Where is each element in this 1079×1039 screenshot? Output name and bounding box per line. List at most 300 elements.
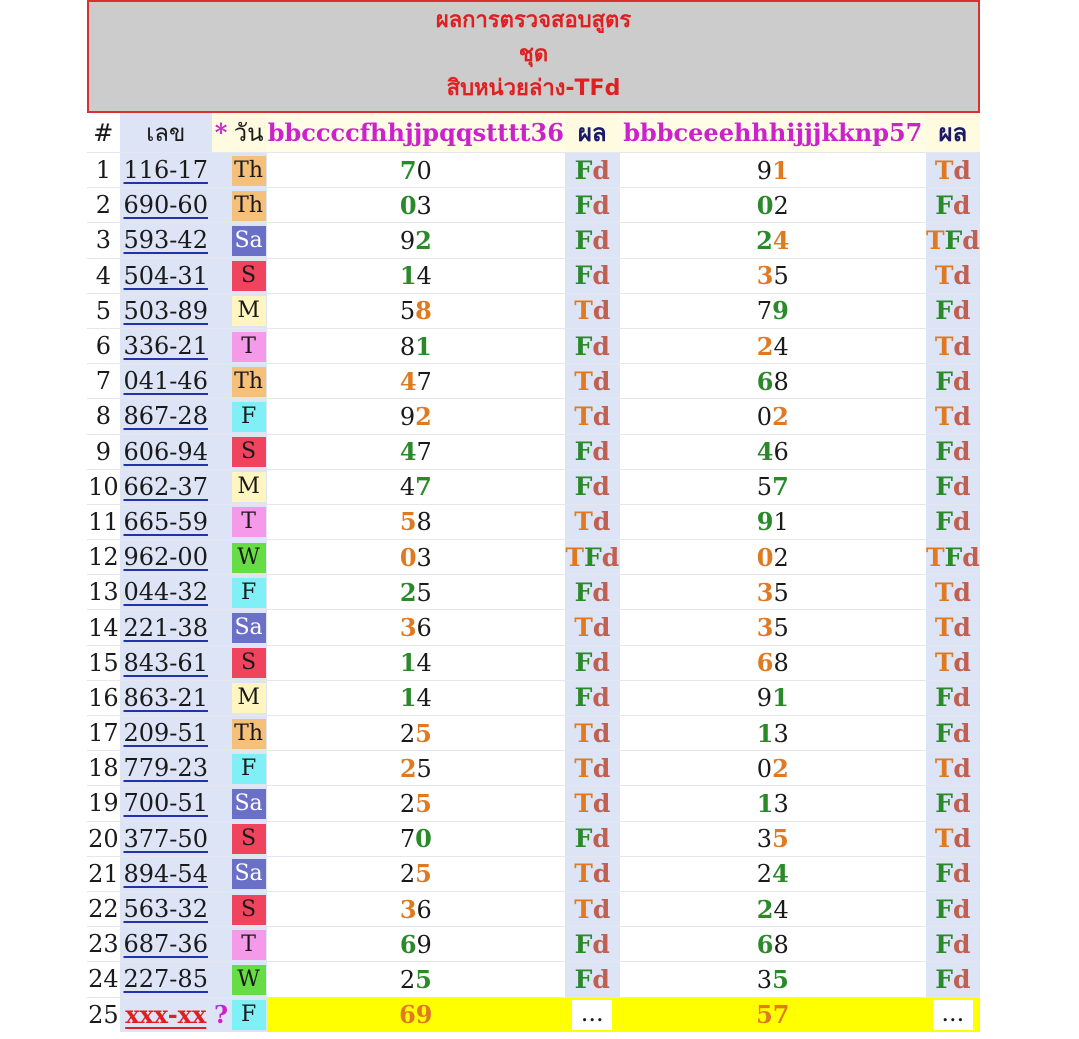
formula-value: 13 <box>756 788 789 818</box>
day-badge: T <box>232 507 266 537</box>
result1-cell <box>565 504 620 539</box>
formula2-value <box>620 258 926 293</box>
formula-value: 02 <box>756 190 789 220</box>
row-index: 4 <box>87 258 120 293</box>
formula-value: 02 <box>756 753 789 783</box>
formula2-value <box>620 223 926 258</box>
number-link[interactable]: 863-21 <box>123 683 208 712</box>
table-row <box>87 504 980 539</box>
star-cell <box>212 258 230 293</box>
row-index: 13 <box>87 575 120 610</box>
result-code: Fd <box>935 788 971 818</box>
result-code: Td <box>934 155 971 185</box>
table-row <box>87 364 980 399</box>
result-code: Fd <box>574 225 610 255</box>
result2-cell <box>926 610 980 645</box>
day-cell <box>230 786 267 821</box>
number-cell <box>120 891 212 926</box>
formula1-value <box>267 680 565 715</box>
star-cell <box>212 575 230 610</box>
number-cell <box>120 751 212 786</box>
formula2-value <box>620 680 926 715</box>
formula-value: 25 <box>399 788 432 818</box>
number-cell <box>120 293 212 328</box>
row-index: 17 <box>87 716 120 751</box>
row-index: 12 <box>87 540 120 575</box>
result-code: Td <box>574 613 611 643</box>
col-day-header: วัน <box>230 113 267 153</box>
number-cell <box>120 153 212 188</box>
star-cell <box>212 751 230 786</box>
formula2-value <box>620 821 926 856</box>
star-cell <box>212 540 230 575</box>
star-cell <box>212 856 230 891</box>
result1-cell <box>565 188 620 223</box>
result2-cell <box>926 856 980 891</box>
day-badge: Th <box>232 367 266 397</box>
table-row <box>87 328 980 363</box>
result1-cell <box>565 751 620 786</box>
result2-cell <box>926 293 980 328</box>
number-link[interactable]: 377-50 <box>123 824 208 853</box>
result2-cell <box>926 540 980 575</box>
formula1-value <box>267 469 565 504</box>
number-link[interactable]: 894-54 <box>123 859 208 888</box>
number-cell <box>120 575 212 610</box>
formula-value: 25 <box>399 859 432 889</box>
formula1-value <box>267 716 565 751</box>
day-cell <box>230 680 267 715</box>
formula2-value <box>620 540 926 575</box>
result-code: Td <box>934 577 971 607</box>
formula-value: 35 <box>756 824 789 854</box>
formula1-value <box>267 891 565 926</box>
result-code: Fd <box>935 964 971 994</box>
result-code: Fd <box>574 929 610 959</box>
number-link[interactable]: 504-31 <box>123 261 208 290</box>
star-cell <box>212 328 230 363</box>
table-row <box>87 540 980 575</box>
result-code: Fd <box>574 683 610 713</box>
formula2-value <box>620 610 926 645</box>
row-index: 24 <box>87 962 120 997</box>
day-cell <box>230 153 267 188</box>
day-badge: F <box>232 402 266 432</box>
number-cell <box>120 610 212 645</box>
result-code: TFd <box>925 225 980 255</box>
day-cell <box>230 927 267 962</box>
row-index: 11 <box>87 504 120 539</box>
result2-cell <box>926 434 980 469</box>
result-code: Fd <box>935 894 971 924</box>
formula2-value <box>620 575 926 610</box>
star-cell <box>212 962 230 997</box>
formula-value: 24 <box>756 331 789 361</box>
star-cell <box>212 645 230 680</box>
star-cell <box>212 821 230 856</box>
day-cell <box>230 962 267 997</box>
day-cell <box>230 716 267 751</box>
result1-cell <box>565 856 620 891</box>
number-link[interactable]: 227-85 <box>123 965 208 994</box>
formula1-value <box>267 540 565 575</box>
result-code: Td <box>934 613 971 643</box>
day-cell <box>230 610 267 645</box>
day-badge: Th <box>232 191 266 221</box>
row-index: 14 <box>87 610 120 645</box>
formula2-value <box>620 716 926 751</box>
day-badge: M <box>232 296 266 326</box>
result-code: Fd <box>935 437 971 467</box>
star-cell <box>212 153 230 188</box>
number-cell <box>120 856 212 891</box>
formula-value: 68 <box>756 929 789 959</box>
number-cell <box>120 399 212 434</box>
number-link[interactable]: 044-32 <box>123 578 208 607</box>
formula-value: 58 <box>399 296 432 326</box>
formula2-value <box>620 293 926 328</box>
number-cell <box>120 223 212 258</box>
result2-cell <box>926 469 980 504</box>
formula1-value <box>267 364 565 399</box>
day-badge: T <box>232 332 266 362</box>
formula-value: 35 <box>756 613 789 643</box>
star-cell <box>212 434 230 469</box>
day-cell <box>230 258 267 293</box>
number-link[interactable]: 687-36 <box>123 930 208 959</box>
row-index: 9 <box>87 434 120 469</box>
result-code: Td <box>934 261 971 291</box>
result1-pending: ... <box>565 997 620 1032</box>
row-index: 20 <box>87 821 120 856</box>
formula2-value <box>620 399 926 434</box>
formula2-value <box>620 364 926 399</box>
formula2-value <box>620 153 926 188</box>
day-badge: S <box>232 648 266 678</box>
star-cell <box>212 293 230 328</box>
table-row <box>87 891 980 926</box>
formula-value: 25 <box>399 577 432 607</box>
col-number-header: เลข <box>120 113 212 153</box>
col-formula1-header: bbccccfhhjjpqqstttt36 <box>267 113 565 153</box>
result2-cell <box>926 223 980 258</box>
table-row <box>87 786 980 821</box>
formula-value: 79 <box>756 296 789 326</box>
result-code: Fd <box>935 472 971 502</box>
formula-value: 35 <box>756 577 789 607</box>
result1-cell <box>565 610 620 645</box>
formula-value: 92 <box>399 225 432 255</box>
formula-value: 47 <box>399 472 432 502</box>
result-code: Td <box>574 718 611 748</box>
result1-cell <box>565 716 620 751</box>
formula-value: 68 <box>756 648 789 678</box>
formula2-value <box>620 962 926 997</box>
formula-value: 14 <box>399 261 432 291</box>
result-code: Td <box>934 753 971 783</box>
number-cell <box>120 469 212 504</box>
result-code: Fd <box>935 366 971 396</box>
table-row <box>87 399 980 434</box>
formula-value: 03 <box>399 190 432 220</box>
formula-value: 46 <box>756 437 789 467</box>
formula-value: 14 <box>399 683 432 713</box>
row-index: 2 <box>87 188 120 223</box>
result2-cell <box>926 399 980 434</box>
formula-value: 25 <box>399 753 432 783</box>
star-cell <box>212 504 230 539</box>
formula-value: 25 <box>399 718 432 748</box>
col-result2-header: ผล <box>926 113 980 153</box>
star-cell <box>212 927 230 962</box>
results-panel <box>87 0 980 1032</box>
formula1-value <box>267 927 565 962</box>
title-line-2: ชุด <box>518 42 549 67</box>
result-code: Td <box>574 788 611 818</box>
row-index: 22 <box>87 891 120 926</box>
formula2-value <box>620 891 926 926</box>
formula2-value <box>620 751 926 786</box>
day-badge: W <box>232 965 266 995</box>
table-row <box>87 153 980 188</box>
result-code: Td <box>934 648 971 678</box>
title-box <box>87 0 980 113</box>
pending-number[interactable]: xxx-xx <box>125 1000 207 1030</box>
result-code: Td <box>934 824 971 854</box>
day-cell <box>230 821 267 856</box>
result-code: Td <box>574 507 611 537</box>
table-body <box>87 153 980 998</box>
result1-cell <box>565 891 620 926</box>
result-code: Fd <box>935 859 971 889</box>
number-link[interactable]: 662-37 <box>123 472 208 501</box>
result-code: Td <box>934 401 971 431</box>
result1-cell <box>565 293 620 328</box>
result-code: Fd <box>574 261 610 291</box>
number-cell <box>120 328 212 363</box>
result1-cell <box>565 962 620 997</box>
number-cell <box>120 258 212 293</box>
result2-cell <box>926 891 980 926</box>
formula1-value <box>267 575 565 610</box>
day-badge: F <box>232 1000 266 1030</box>
formula-value: 57 <box>756 472 789 502</box>
formula1-value <box>267 153 565 188</box>
number-link[interactable]: 209-51 <box>123 719 208 748</box>
number-link[interactable]: 221-38 <box>123 613 208 642</box>
result-code: Td <box>574 894 611 924</box>
formula-value: 70 <box>399 824 432 854</box>
result-code: Fd <box>935 507 971 537</box>
result1-cell <box>565 223 620 258</box>
formula-value: 36 <box>399 894 432 924</box>
star-cell <box>212 469 230 504</box>
number-link[interactable]: 690-60 <box>123 191 208 220</box>
result2-cell <box>926 927 980 962</box>
result1-cell <box>565 469 620 504</box>
result-code: Td <box>574 753 611 783</box>
formula2-value <box>620 188 926 223</box>
row-index: 16 <box>87 680 120 715</box>
number-link[interactable]: 563-32 <box>123 895 208 924</box>
day-badge: S <box>232 261 266 291</box>
result-code: TFd <box>565 542 620 572</box>
formula-value: 81 <box>399 331 432 361</box>
number-link[interactable]: 700-51 <box>123 789 208 818</box>
table-row <box>87 856 980 891</box>
result1-cell <box>565 434 620 469</box>
formula-value: 91 <box>756 507 789 537</box>
number-cell <box>120 364 212 399</box>
formula-value: 92 <box>399 401 432 431</box>
table-row <box>87 258 980 293</box>
result2-pending: ... <box>926 997 980 1032</box>
star-cell <box>212 223 230 258</box>
result1-cell <box>565 153 620 188</box>
table-row <box>87 293 980 328</box>
col-star-header: * <box>212 113 230 153</box>
formula-value: 91 <box>756 683 789 713</box>
number-link[interactable]: 606-94 <box>123 437 208 466</box>
star-cell <box>212 188 230 223</box>
formula-value: 24 <box>756 225 790 255</box>
formula1-value <box>267 223 565 258</box>
formula1-value <box>267 751 565 786</box>
number-link[interactable]: 779-23 <box>123 754 208 783</box>
result-code: Td <box>574 296 611 326</box>
formula1-value <box>267 504 565 539</box>
formula-value: 03 <box>399 542 432 572</box>
formula1-value <box>267 645 565 680</box>
col-result1-header: ผล <box>565 113 620 153</box>
day-badge: Sa <box>232 226 266 256</box>
number-cell <box>120 716 212 751</box>
table-row <box>87 188 980 223</box>
day-badge: Sa <box>232 859 266 889</box>
result2-cell <box>926 504 980 539</box>
star-cell <box>212 716 230 751</box>
number-cell <box>120 962 212 997</box>
result-code: Fd <box>935 190 971 220</box>
formula2-value <box>620 786 926 821</box>
result-code: Fd <box>935 683 971 713</box>
star-cell <box>212 786 230 821</box>
result-code: Td <box>574 366 611 396</box>
formula2-value <box>620 434 926 469</box>
row-index: 25 <box>87 997 120 1032</box>
number-link[interactable]: 962-00 <box>123 543 208 572</box>
day-cell <box>230 540 267 575</box>
row-index: 1 <box>87 153 120 188</box>
row-index: 23 <box>87 927 120 962</box>
formula1-value <box>267 821 565 856</box>
result-code: Fd <box>935 929 971 959</box>
number-cell <box>120 645 212 680</box>
day-badge: Th <box>232 719 266 749</box>
day-cell <box>230 997 267 1032</box>
result2-cell <box>926 821 980 856</box>
formula1-value <box>267 610 565 645</box>
star-cell <box>212 399 230 434</box>
result-code: Fd <box>935 718 971 748</box>
formula1-value <box>267 786 565 821</box>
result2-cell <box>926 962 980 997</box>
result-code: Fd <box>935 296 971 326</box>
result-code: Fd <box>574 437 610 467</box>
row-index: 18 <box>87 751 120 786</box>
result2-cell <box>926 328 980 363</box>
formula2-value <box>620 856 926 891</box>
day-cell <box>230 504 267 539</box>
day-badge: F <box>232 754 266 784</box>
col-index-header: # <box>87 113 120 153</box>
day-badge: Sa <box>232 789 266 819</box>
number-link[interactable]: 843-61 <box>123 648 208 677</box>
result1-cell <box>565 927 620 962</box>
table-row <box>87 610 980 645</box>
row-index: 3 <box>87 223 120 258</box>
number-link[interactable]: 593-42 <box>123 226 208 255</box>
result-code: Td <box>574 859 611 889</box>
result-code: Fd <box>574 190 610 220</box>
number-link[interactable]: 503-89 <box>123 296 208 325</box>
result1-cell <box>565 786 620 821</box>
table-row <box>87 962 980 997</box>
formula-value: 14 <box>399 648 432 678</box>
result2-cell <box>926 364 980 399</box>
results-table <box>87 113 980 1032</box>
result-code: Fd <box>574 577 610 607</box>
number-link[interactable] <box>120 997 212 1032</box>
star-cell <box>212 364 230 399</box>
number-cell <box>120 786 212 821</box>
row-index: 19 <box>87 786 120 821</box>
table-row <box>87 716 980 751</box>
formula-value: 70 <box>399 155 432 185</box>
result-code: Td <box>574 401 611 431</box>
formula1-value <box>267 188 565 223</box>
result1-cell <box>565 645 620 680</box>
number-link[interactable]: 336-21 <box>123 332 208 361</box>
day-cell <box>230 364 267 399</box>
formula1-value <box>267 434 565 469</box>
number-link[interactable]: 041-46 <box>123 367 208 396</box>
number-link[interactable]: 116-17 <box>123 156 208 185</box>
day-cell <box>230 328 267 363</box>
formula-value: 47 <box>399 437 432 467</box>
result2-cell <box>926 188 980 223</box>
day-badge: W <box>232 543 266 573</box>
table-row <box>87 680 980 715</box>
number-link[interactable]: 867-28 <box>123 402 208 431</box>
number-link[interactable]: 665-59 <box>123 507 208 536</box>
formula-value: 24 <box>756 859 789 889</box>
formula1-value <box>267 856 565 891</box>
result-code: TFd <box>925 542 980 572</box>
formula-value: 02 <box>756 401 789 431</box>
number-cell <box>120 680 212 715</box>
day-badge: Sa <box>232 613 266 643</box>
number-cell <box>120 188 212 223</box>
result-code: Fd <box>574 824 610 854</box>
day-cell <box>230 434 267 469</box>
formula1-value <box>267 399 565 434</box>
result-code: Fd <box>574 964 610 994</box>
star-cell <box>212 891 230 926</box>
formula-value: 13 <box>756 718 789 748</box>
table-row <box>87 751 980 786</box>
result-code: Fd <box>574 331 610 361</box>
